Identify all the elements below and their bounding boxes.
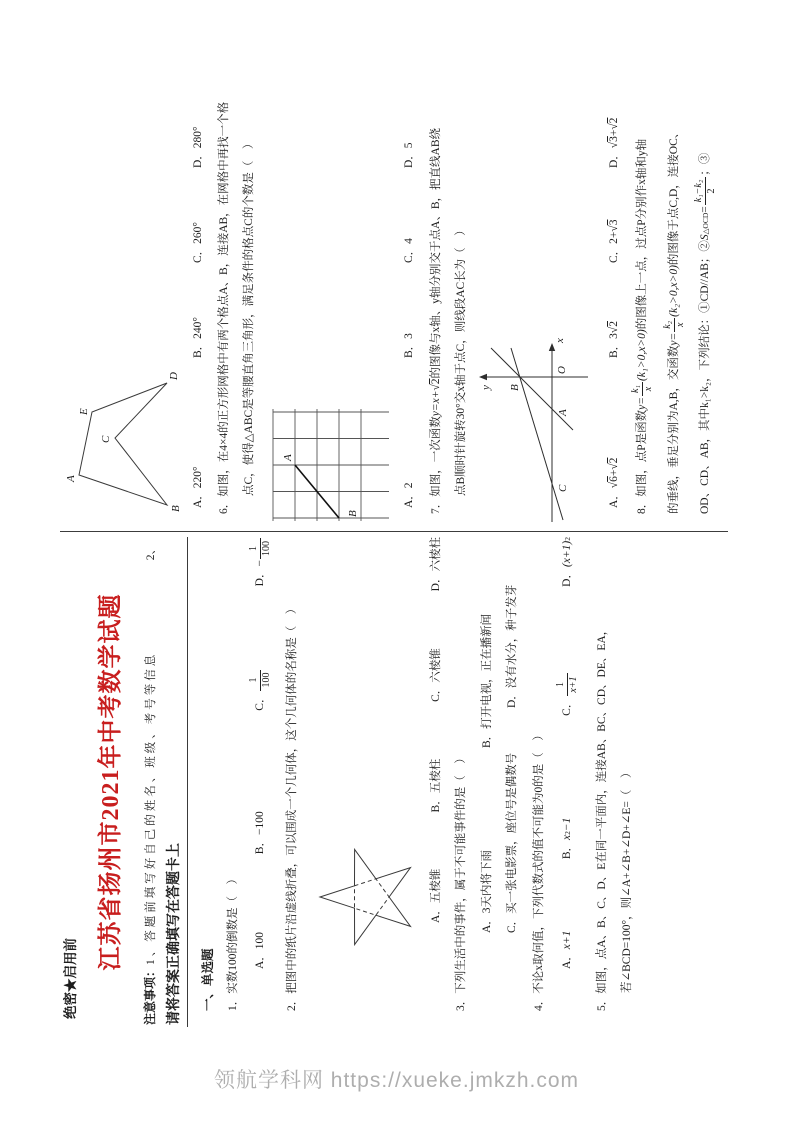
q6-options: [402, 54, 417, 514]
q7-option-a: A． √ 6 + √ 2: [608, 457, 620, 508]
q6-stem-line1: 6．如图，在4×4的正方形网格中有两个格点A、B，连接AB，在网格中再找一个格: [218, 101, 230, 514]
q1-stem: 1．实数100的倒数是（ ）: [227, 873, 239, 1011]
q5-stem-line1: 5．如图，点A、B、C、D、E在同一平面内，连接AB、BC、CD、DE、EA，: [596, 623, 608, 1011]
q2-option-c: C．六棱锥: [430, 648, 442, 702]
q1-option-b: B． −100: [253, 811, 266, 855]
sqrt-sign: √: [608, 463, 620, 470]
fraction: k₁−k₂ 2: [693, 177, 718, 206]
watermark-text: 领航学科网 https://xueke.jmkzh.com: [213, 1069, 580, 1092]
notice-item-1: 1、答题前填写好自己的姓名、班级、考号等信息: [145, 651, 157, 965]
column-divider: [60, 531, 728, 532]
fraction: 1 100: [248, 538, 273, 559]
q6-option-a: A．2: [403, 482, 415, 508]
q8-stem-line3: OD、CD、AB，其中k₁>k₂，下列结论：①CD//AB；② S △OCD = k₁−k₂ 2 ；③: [693, 152, 717, 514]
q3-stem: 3．下列生活中的事件，属于不可能事件的是（ ）: [455, 752, 467, 1011]
q5-option-a: A．220°: [192, 466, 204, 508]
axis-label-y: y: [480, 385, 492, 390]
q5-options: [191, 54, 206, 514]
q5-option-b: B．240°: [192, 316, 204, 358]
q1-options: [246, 537, 274, 1027]
point-label-c: C: [100, 435, 112, 443]
fold-lines-dashed-pentagon: [355, 879, 390, 915]
point-label-c: C: [557, 484, 569, 492]
point-label-b: B: [509, 384, 521, 391]
exam-notice: [143, 537, 159, 1027]
q2-option-d: D．六棱柱: [430, 537, 442, 592]
right-column: [55, 54, 718, 517]
q4-option-a: A． x+1: [560, 930, 573, 969]
grid-figure: [269, 372, 395, 522]
notice-answer-instruction: 请将答案正确填写在答题卡上: [167, 843, 182, 1025]
q8-stem-line1: 8．如图，点P是函数 y= k₁ x (k₁>0,x>0) 的图像上一点，过点P分别作x轴和y轴: [630, 138, 654, 514]
q4-option-d: D． (x+1) 2: [560, 536, 573, 587]
header-rule: [187, 537, 188, 1027]
q3-option-d: D．没有水分，种子发芽: [506, 584, 518, 708]
q4-option-c: C． 1 x+1: [555, 587, 580, 716]
point-label-b: B: [347, 510, 359, 517]
q3-options-row1: [480, 537, 495, 1027]
axes-figure: [476, 334, 598, 524]
q2-option-a: A．五棱锥: [430, 868, 442, 923]
notice-item-2-number: 2、: [145, 543, 157, 561]
pentagon-figure: [60, 352, 182, 512]
q7-option-d: D． √ 3 + √ 2: [608, 117, 620, 168]
axis-label-x: x: [554, 338, 566, 343]
sqrt-sign: √: [608, 225, 620, 232]
q5-option-c: C．260°: [192, 221, 204, 263]
q2-options: [429, 537, 444, 1027]
fraction: 1 x+1: [555, 673, 580, 695]
q6-option-c: C．4: [403, 238, 415, 263]
subscript: △OCD: [701, 212, 710, 235]
fraction: k₁ x: [630, 382, 655, 396]
q3-option-a: A．3天内将下雨: [481, 849, 493, 933]
q2-option-b: B．五棱柱: [430, 758, 442, 813]
q7-option-c: C． 2+ √ 3: [608, 219, 620, 263]
q7-stem-line2: 点B顺时针旋转30°交x轴于点C，则线段AC长为（ ）: [455, 224, 467, 496]
q7-stem-line1: 7．如图，一次函数y=x+√2的图像与x轴、y轴分别交于点A、B，把直线AB绕: [430, 128, 442, 514]
star-outline: [320, 849, 411, 944]
q2-stem: 2．把图中的纸片沿虚线折叠，可以围成一个几何体，这个几何体的名称是（ ）: [286, 602, 298, 1011]
point-label-b: B: [170, 505, 182, 512]
point-label-a: A: [282, 454, 294, 461]
y-axis-arrow: [479, 374, 487, 380]
q6-option-b: B．3: [403, 333, 415, 358]
q6-stem-line2: 点C，使得△ABC是等腰直角三角形，满足条件的格点C的个数是（ ）: [243, 137, 255, 496]
fraction: 1 100: [248, 670, 273, 691]
star-fold-figure: [318, 812, 423, 982]
q1-option-d: D． − 1 100: [248, 537, 273, 586]
q6-option-d: D．5: [403, 142, 415, 168]
x-axis-arrow: [549, 343, 555, 351]
point-label-e: E: [78, 408, 90, 415]
grid-lines: [273, 409, 389, 521]
sqrt-sign: D．: [608, 148, 620, 168]
origin-label: O: [556, 366, 568, 374]
sqrt-sign: √: [430, 384, 442, 391]
q4-option-b: B． x 2 −1: [560, 817, 573, 860]
q4-stem: 4．不论x取何值，下列代数式的值不可能为0的是（ ）: [533, 729, 545, 1011]
notice-label: 注意事项：: [143, 964, 157, 1025]
exam-title: 江苏省扬州市2021年中考数学试题: [98, 593, 124, 971]
point-label-a: A: [557, 409, 569, 416]
pentagon-outline: [79, 383, 167, 505]
sqrt-sign: √: [608, 326, 620, 334]
q5-stem-line2: 若∠BCD=100°，则∠A+∠B+∠D+∠E=（ ）: [621, 766, 633, 993]
q1-option-c: C． 1 100: [248, 586, 273, 710]
q1-option-a: A． 100: [253, 931, 266, 969]
point-label-a: A: [65, 475, 77, 482]
q7-option-b: B． 3 √ 2: [608, 321, 620, 358]
q3-option-b: B．打开电视，正在播新闻: [481, 613, 493, 748]
point-label-d: D: [168, 372, 180, 380]
fraction: k₂ x: [662, 318, 687, 332]
sqrt-sign: √: [608, 481, 620, 489]
security-notice: 绝密★启用前: [63, 938, 78, 1019]
left-column: [55, 537, 635, 1027]
q8-stem-line2: 的垂线，垂足分别为A,B，交函数 y= k₂ x (k₂>0,x>0) 的图像于点C,D，连接OC、: [662, 126, 686, 514]
axes: [482, 346, 588, 522]
q4-options: [553, 537, 581, 1027]
q5-option-d: D．280°: [192, 126, 204, 168]
q3-options-row2: [505, 537, 520, 1027]
q3-option-c: C．买一张电影票，座位号是偶数号: [506, 752, 518, 933]
q7-options: [607, 54, 622, 514]
section-heading: 一、单选题: [201, 948, 215, 1011]
sqrt-sign: √: [608, 123, 620, 130]
